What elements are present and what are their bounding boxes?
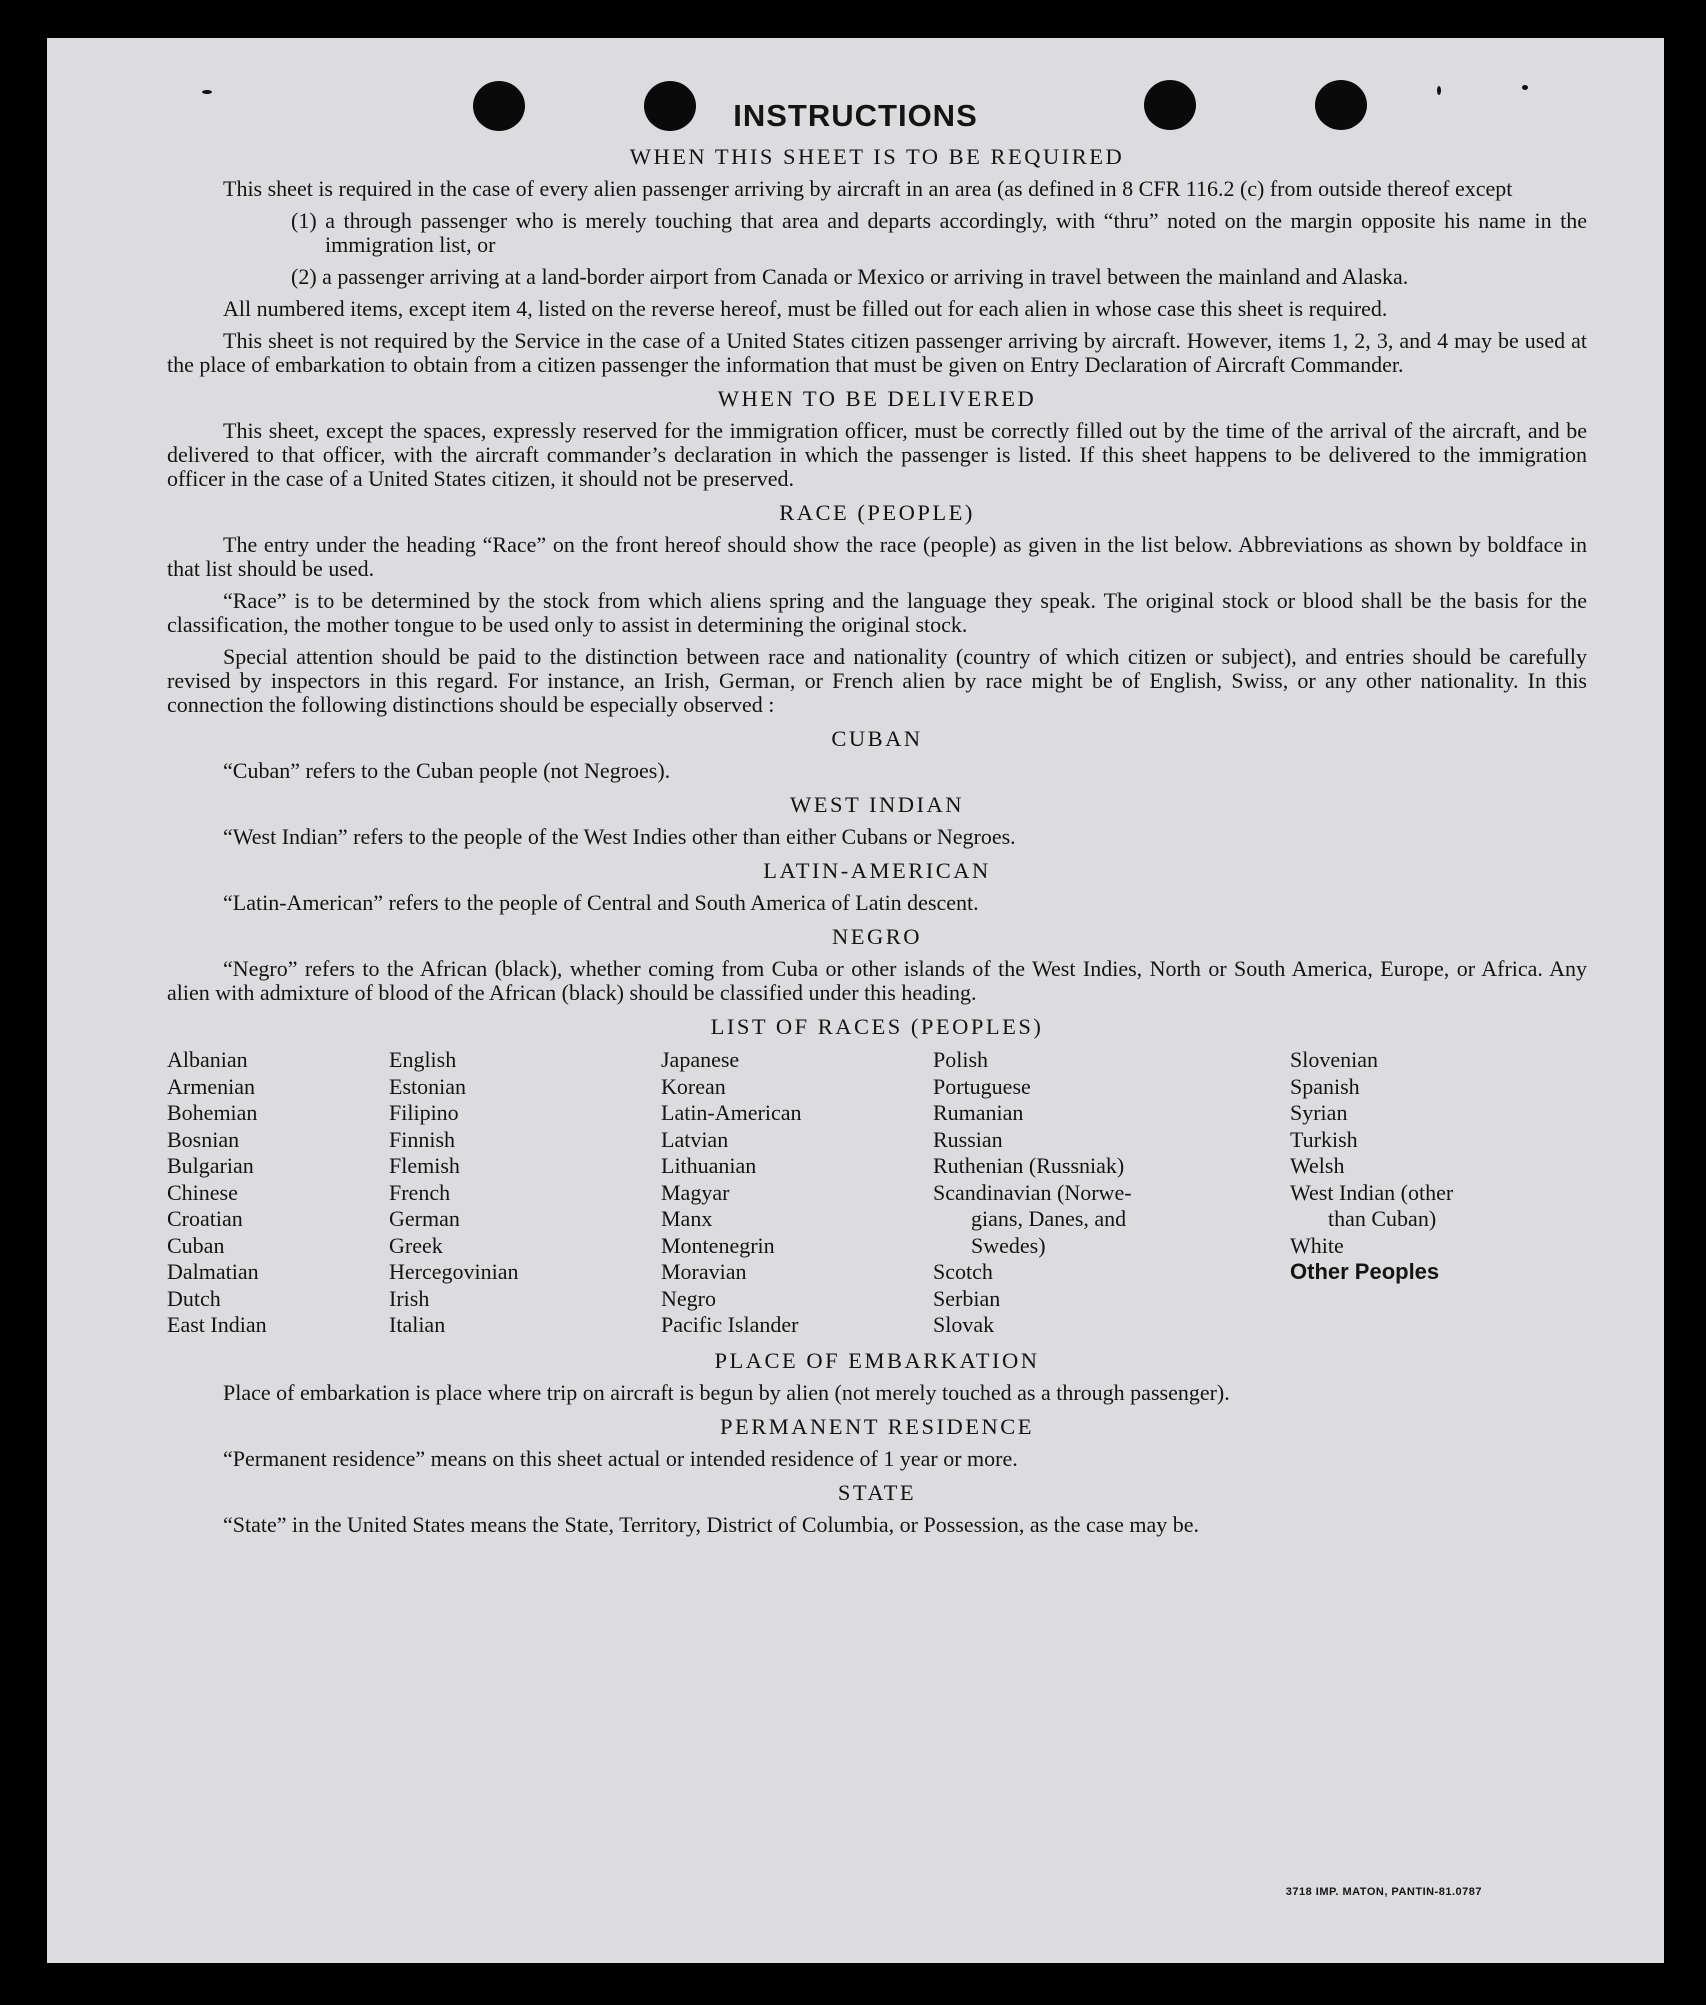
race-entry: Filipino	[389, 1100, 459, 1125]
race-entry: East Indian	[167, 1312, 267, 1337]
race-entry: Dalmatian	[167, 1259, 259, 1284]
heading-when-required: WHEN THIS SHEET IS TO BE REQUIRED	[629, 144, 1125, 169]
document-sheet	[47, 38, 1664, 1963]
race-list	[167, 1047, 1587, 1339]
heading-cuban: CUBAN	[831, 726, 923, 751]
heading-permanent-residence: PERMANENT RESIDENCE	[720, 1413, 1034, 1439]
heading-west-indian: WEST INDIAN	[790, 792, 964, 817]
race-entry: Ruthenian (Russniak)	[933, 1153, 1125, 1178]
paragraph: This sheet is required in the case of every alien passenger arriving by aircraft in an area (as defined in 8 CFR 116.2 (c) from outside thereof except	[223, 176, 1513, 201]
race-entry: Lithuanian	[661, 1153, 757, 1178]
race-entry: West Indian (other	[1290, 1179, 1454, 1205]
race-entry: Polish	[933, 1047, 989, 1072]
race-entry: Manx	[661, 1206, 713, 1231]
race-entry: Negro	[661, 1285, 716, 1311]
paragraph: “Permanent residence” means on this sheet actual or intended residence of 1 year or more.	[223, 1445, 1018, 1471]
race-entry: Latin-American	[661, 1100, 802, 1125]
race-entry: Magyar	[661, 1179, 730, 1205]
heading-when-delivered: WHEN TO BE DELIVERED	[717, 386, 1037, 411]
race-entry: Flemish	[389, 1153, 460, 1178]
paragraph: All numbered items, except item 4, listed on the reverse hereof, must be filled out for each alien in whose case this sheet is required.	[223, 296, 1388, 321]
race-entry: Albanian	[167, 1047, 248, 1072]
race-entry: Pacific Islander	[661, 1312, 799, 1337]
paragraph: “Race” is to be determined by the stock from which aliens spring and the language they speak. The original stock or blood shall be the basis for the classification, the mother tongue to be used only to assist in determining the original stock.	[167, 588, 1587, 637]
paragraph: “Negro” refers to the African (black), whether coming from Cuba or other islands of the West Indies, North or South America, Europe, or Africa. Any alien with admixture of blood of the African (black) should be classified under this heading.	[167, 956, 1587, 1005]
race-entry: Montenegrin	[661, 1232, 775, 1258]
paragraph: “Latin-American” refers to the people of Central and South America of Latin descent.	[223, 890, 979, 915]
race-entry: Welsh	[1290, 1153, 1345, 1178]
instructions-body	[167, 145, 1587, 1545]
paragraph: “State” in the United States means the State, Territory, District of Columbia, or Possession, as the case may be.	[223, 1511, 1200, 1537]
exception-item-1: (1) a through passenger who is merely touching that area and departs accordingly, with “thru” noted on the margin opposite his name in the immigration list, or	[291, 208, 1587, 257]
race-entry: Italian	[389, 1312, 446, 1337]
race-entry: Chinese	[167, 1179, 238, 1205]
race-entry: Hercegovinian	[389, 1259, 519, 1284]
race-entry: Latvian	[661, 1126, 729, 1152]
speck	[1437, 86, 1441, 95]
race-entry-continued: Swedes)	[971, 1232, 1046, 1258]
paragraph: “Cuban” refers to the Cuban people (not Negroes).	[223, 758, 671, 783]
race-entry: White	[1290, 1232, 1344, 1258]
race-entry: Greek	[389, 1232, 443, 1258]
race-entry: French	[389, 1179, 451, 1205]
heading-latin-american: LATIN-AMERICAN	[763, 858, 991, 883]
race-entry-continued: than Cuban)	[1328, 1206, 1437, 1231]
exception-item-2: (2) a passenger arriving at a land-border airport from Canada or Mexico or arriving in travel between the mainland and Alaska.	[291, 264, 1409, 289]
race-entry: Scandinavian (Norwe-	[933, 1179, 1132, 1205]
paragraph: This sheet is not required by the Service in the case of a United States citizen passenger arriving by aircraft. However, items 1, 2, 3, and 4 may be used at the place of embarkation to obtain from a citizen passenger the information that must be given on Entry Declaration of Aircraft Commander.	[167, 328, 1587, 377]
printer-imprint: 3718 IMP. MATON, PANTIN-81.0787	[1285, 1886, 1482, 1898]
race-entry: Bohemian	[167, 1100, 258, 1125]
race-entry: Moravian	[661, 1259, 747, 1284]
race-entry: Slovak	[933, 1312, 995, 1337]
race-entry: Korean	[661, 1073, 726, 1099]
paragraph: “West Indian” refers to the people of the West Indies other than either Cubans or Negroes.	[223, 824, 1016, 849]
paragraph: Place of embarkation is place where trip on aircraft is begun by alien (not merely touched as a through passenger).	[223, 1379, 1230, 1405]
paragraph: The entry under the heading “Race” on the front hereof should show the race (people) as given in the list below. Abbreviations as shown by boldface in that list should be used.	[167, 532, 1587, 581]
race-column	[389, 1047, 661, 1339]
paragraph: This sheet, except the spaces, expressly reserved for the immigration officer, must be correctly filled out by the time of the arrival of the aircraft, and be delivered to that officer, with the aircraft commander’s declaration in which the passenger is listed. If this sheet happens to be delivered to the immigration officer in the case of a United States citizen, it should not be preserved.	[167, 418, 1587, 491]
heading-race: RACE (PEOPLE)	[779, 500, 975, 525]
race-entry: Syrian	[1290, 1100, 1348, 1125]
race-entry: Serbian	[933, 1285, 1001, 1311]
race-column	[1290, 1047, 1530, 1339]
race-entry: German	[389, 1206, 460, 1231]
heading-place-of-embarkation: PLACE OF EMBARKATION	[714, 1347, 1040, 1373]
race-entry: Finnish	[389, 1126, 456, 1152]
race-entry: Russian	[933, 1126, 1003, 1152]
race-entry: Dutch	[167, 1285, 221, 1311]
heading-state: STATE	[837, 1479, 917, 1505]
race-entry: Cuban	[167, 1232, 225, 1258]
race-entry: Estonian	[389, 1073, 466, 1099]
heading-negro: NEGRO	[832, 924, 922, 949]
race-entry: English	[389, 1047, 457, 1072]
speck	[1522, 85, 1528, 90]
race-entry-continued: gians, Danes, and	[971, 1206, 1127, 1231]
race-entry: Croatian	[167, 1206, 243, 1231]
speck	[202, 90, 212, 94]
race-entry: Bosnian	[167, 1126, 240, 1152]
race-entry: Irish	[389, 1285, 430, 1311]
race-entry: Japanese	[661, 1047, 740, 1072]
race-entry: Bulgarian	[167, 1153, 254, 1178]
race-entry: Armenian	[167, 1073, 255, 1099]
race-entry: Spanish	[1290, 1073, 1360, 1099]
race-column	[661, 1047, 933, 1339]
race-column	[933, 1047, 1290, 1339]
race-entry: Other Peoples	[1290, 1259, 1440, 1284]
heading-list-of-races: LIST OF RACES (PEOPLES)	[710, 1014, 1044, 1039]
paragraph: Special attention should be paid to the distinction between race and nationality (country of which citizen or subject), and entries should be carefully revised by inspectors in this regard. For instance, an Irish, German, or French alien by race might be of English, Swiss, or any other nationality. In this connection the following distinctions should be especially observed :	[167, 644, 1587, 717]
race-entry: Turkish	[1290, 1126, 1358, 1152]
race-entry: Slovenian	[1290, 1047, 1378, 1072]
race-column	[167, 1047, 389, 1339]
page-title: INSTRUCTIONS	[733, 98, 978, 133]
race-entry: Portuguese	[933, 1073, 1031, 1099]
race-entry: Rumanian	[933, 1100, 1024, 1125]
race-entry: Scotch	[933, 1259, 993, 1284]
